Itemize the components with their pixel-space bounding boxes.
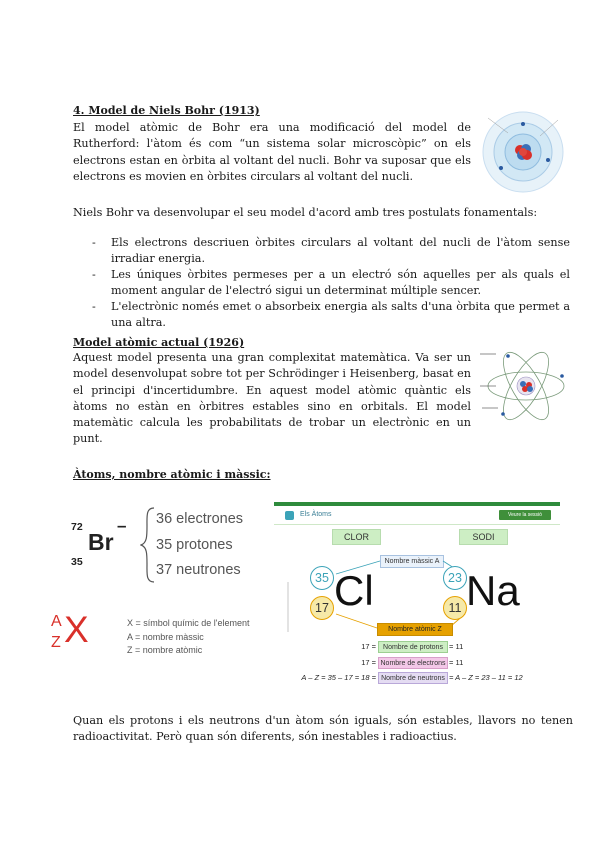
name-label-sodi: SODI bbox=[459, 529, 508, 545]
view-session-button[interactable]: Veure la sessió bbox=[499, 510, 551, 520]
row-protons-left: 17 = bbox=[361, 642, 376, 651]
cl-atomic-circle: 17 bbox=[310, 596, 334, 620]
mass-number-label: Nombre màssic A bbox=[380, 555, 444, 568]
legend-z: Z = nombre atòmic bbox=[127, 645, 203, 655]
name-label-clor: CLOR bbox=[332, 529, 381, 545]
na-atomic-circle: 11 bbox=[443, 596, 467, 620]
bohr-atom-illustration bbox=[478, 108, 568, 196]
br-mass-number: 72 bbox=[71, 521, 83, 533]
atoms-heading: Àtoms, nombre atòmic i màssic: bbox=[73, 468, 271, 481]
atomic-number-label: Nombre atòmic Z bbox=[377, 623, 453, 636]
na-mass-circle: 23 bbox=[443, 566, 467, 590]
br-charge: – bbox=[117, 516, 127, 535]
row-protons-label: Nombre de protons bbox=[378, 641, 448, 653]
row-electrons-label: Nombre de electrons bbox=[378, 657, 448, 669]
cl-symbol: Cl bbox=[334, 567, 374, 614]
row-electrons-left: 17 = bbox=[361, 658, 376, 667]
panel-title: Els Àtoms bbox=[300, 511, 332, 518]
bohr-postulates-intro: Niels Bohr va desenvolupar el seu model d'acord amb tres postulats fonamentals: bbox=[73, 206, 538, 219]
atoms-panel bbox=[274, 502, 560, 688]
quantum-atom-illustration bbox=[478, 346, 570, 428]
curly-brace-icon bbox=[140, 506, 156, 584]
row-protons-right: = 11 bbox=[449, 642, 464, 651]
bohr-paragraph: El model atòmic de Bohr era una modificació del model de Rutherford: l'àtom és com “un sistema solar microscòpic” on els electrons estan en òrbita al voltant del nucli. Bohr va suposar que els electrons es movien en òrbites circulars al voltant del nucli. bbox=[73, 121, 471, 183]
actual-heading: Model atòmic actual (1926) bbox=[73, 336, 245, 349]
row-electrons-right: = 11 bbox=[449, 658, 464, 667]
row-neutrons-left: A – Z = 35 – 17 = 18 = bbox=[301, 673, 376, 682]
br-protons: 35 protones bbox=[156, 537, 233, 553]
list-item: - L'electrònic només emet o absorbeix energia als salts d'una òrbita que permet a una altra. bbox=[92, 299, 570, 331]
notation-x: X bbox=[64, 609, 89, 650]
br-symbol: Br bbox=[88, 529, 114, 555]
closing-paragraph: Quan els protons i els neutrons d'un àtom són iguals, són estables, llavors no tenen radioactivitat. Però quan són diferents, són inestables i radioactius. bbox=[73, 714, 573, 744]
actual-paragraph: Aquest model presenta una gran complexitat matemàtica. Va ser un model desenvolupat sobre tot per Schrödinger i Heisenberg, basat en el principi d'incertidumbre. En aquest model atòmic quàntic els àtoms no estàn en òrbitres estables sino en orbitals. El model matemàtic calcula les probabilitats de trobar un electrònic en un punt. bbox=[73, 351, 471, 446]
bohr-heading: 4. Model de Niels Bohr (1913) bbox=[73, 104, 260, 117]
row-neutrons-label: Nombre de neutrons bbox=[378, 672, 448, 684]
row-neutrons-right: = A – Z = 23 – 11 = 12 bbox=[449, 673, 523, 682]
list-item: - Els electrons descriuen òrbites circulars al voltant del nucli de l'àtom sense irradiar energia. bbox=[92, 235, 570, 267]
legend-a: A = nombre màssic bbox=[127, 631, 204, 642]
postulates-list bbox=[92, 235, 570, 331]
na-symbol: Na bbox=[466, 567, 520, 614]
list-item: - Les úniques òrbites permeses per a un electró són aquelles per als quals el moment angular de l'electró sigui un determinat múltiple sencer. bbox=[92, 267, 570, 299]
cl-mass-circle: 35 bbox=[310, 566, 334, 590]
br-atomic-number: 35 bbox=[71, 556, 83, 568]
notation-legend bbox=[127, 617, 250, 658]
notation-z: Z bbox=[51, 634, 61, 651]
br-electrons: 36 electrones bbox=[156, 511, 244, 527]
legend-x: X = símbol químic de l'element bbox=[127, 618, 250, 628]
br-neutrons: 37 neutrones bbox=[156, 562, 241, 578]
notation-a: A bbox=[51, 613, 62, 630]
